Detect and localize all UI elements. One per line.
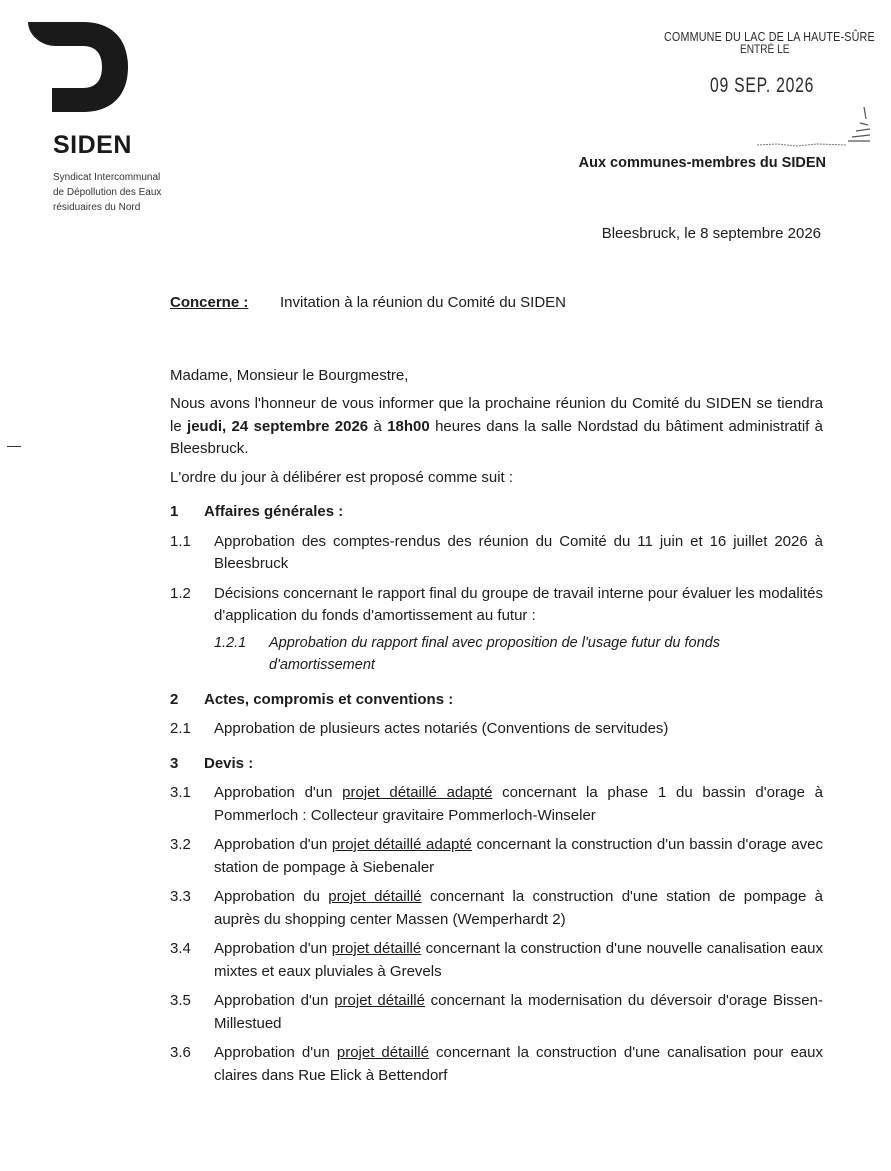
intro-text: à (368, 417, 388, 435)
item-text (214, 834, 823, 879)
section-title: Devis : (204, 754, 254, 772)
logo-subtitle-line: de Dépollution des Eaux (53, 187, 162, 198)
item-text-part: Approbation d'un (214, 940, 332, 957)
agenda-item (170, 938, 823, 983)
item-number: 3.6 (170, 1044, 191, 1061)
meeting-time: 18h00 (387, 417, 430, 435)
agenda-item (170, 1042, 823, 1087)
logo-subtitle-line: Syndicat Intercommunal (53, 172, 161, 183)
recipients: Aux communes-membres du SIDEN (578, 155, 826, 171)
agenda-item (170, 990, 823, 1035)
meeting-date: jeudi, 24 septembre 2026 (187, 417, 369, 435)
item-text-part: concernant la construction d'une nouvelle canalisation eaux mixtes et eaux pluviales à Grevels (214, 940, 824, 980)
margin-mark (7, 446, 21, 447)
agenda-section (170, 501, 823, 524)
item-number: 1.2 (170, 584, 191, 602)
stamp-signature-line (757, 142, 847, 148)
item-text-part: concernant la phase 1 du bassin d'orage à Pommerloch : Collecteur gravitaire Pommerloch-Winseler (214, 784, 823, 824)
item-text-part: Approbation d'un (214, 784, 343, 801)
item-text-part: concernant la modernisation du déversoir d'orage Bissen-Millestued (214, 992, 823, 1032)
stamp-date: 09 SEP. 2026 (710, 74, 815, 97)
agenda-item (170, 718, 823, 741)
section-title: Affaires générales : (204, 503, 344, 520)
agenda-intro: L'ordre du jour à délibérer est proposé comme suit : (170, 468, 514, 486)
item-text (214, 886, 823, 931)
item-text-part: concernant la construction d'une canalisation pour eaux claires dans Rue Elick à Bettendorf (214, 1044, 823, 1084)
subject-label: Concerne : (170, 294, 249, 311)
section-number: 1 (170, 503, 179, 520)
section-number: 2 (170, 690, 179, 708)
agenda-subitem (214, 632, 823, 677)
intro-paragraph (170, 393, 823, 461)
subject-text: Invitation à la réunion du Comité du SIDEN (280, 294, 566, 311)
item-text (214, 782, 823, 827)
agenda-item (170, 583, 823, 628)
place-date: Bleesbruck, le 8 septembre 2026 (601, 225, 821, 242)
item-text-underlined: projet détaillé (328, 888, 422, 905)
section-title: Actes, compromis et conventions : (204, 690, 454, 708)
logo-text: SIDEN (53, 131, 132, 159)
item-text-part: concernant la construction d'une station de pompage à auprès du shopping center Massen (Wemperhardt 2) (214, 888, 823, 928)
item-text (214, 938, 823, 983)
item-text-part: concernant la construction d'un bassin d'orage avec station de pompage à Siebenaler (214, 836, 823, 876)
letter-body (170, 292, 823, 1087)
item-number: 3.5 (170, 992, 191, 1009)
item-text-part: Approbation du (214, 888, 329, 905)
item-text-underlined: projet détaillé (334, 992, 425, 1009)
item-text-part: Approbation d'un (214, 1044, 337, 1061)
item-text-underlined: projet détaillé adapté (342, 784, 493, 801)
item-text-underlined: projet détaillé adapté (331, 836, 472, 853)
item-number: 3.4 (170, 940, 191, 957)
intro-text: Nous avons l'honneur de vous informer que la prochaine réunion du Comité du SIDEN se tiendra le (170, 395, 823, 435)
item-text-part: Approbation d'un (214, 836, 332, 853)
agenda-item (170, 886, 823, 931)
stamp-commune: COMMUNE DU LAC DE LA HAUTE-SÛRE (664, 30, 875, 44)
item-number: 3.1 (170, 784, 191, 801)
agenda-section (170, 689, 823, 712)
agenda-section (170, 753, 823, 776)
item-text-part: Approbation d'un (214, 992, 335, 1009)
stamp-entre-le: ENTRÉ LE (740, 44, 790, 56)
item-number: 3.3 (170, 888, 191, 905)
item-number: 1.1 (170, 532, 191, 550)
siden-logo-icon (28, 22, 130, 112)
salutation: Madame, Monsieur le Bourgmestre, (170, 366, 409, 384)
subitem-text: Approbation du rapport final avec proposition de l'usage futur du fonds d'amortissement (269, 634, 720, 673)
agenda-item (170, 834, 823, 879)
signature-scribble-icon (842, 105, 872, 145)
item-text: Approbation des comptes-rendus des réunion du Comité du 11 juin et 16 juillet 2026 à Bleesbruck (214, 532, 823, 572)
section-number: 3 (170, 754, 179, 772)
item-number: 3.2 (170, 836, 191, 853)
item-text: Décisions concernant le rapport final du groupe de travail interne pour évaluer les modalités d'application du fonds d'amortissement au futur : (214, 584, 823, 624)
subitem-number: 1.2.1 (214, 634, 247, 651)
agenda-item (170, 782, 823, 827)
item-text (214, 990, 823, 1035)
intro-text: heures dans la salle Nordstad du bâtiment administratif à Bleesbruck. (170, 417, 824, 457)
agenda-item (170, 531, 823, 576)
item-text: Approbation de plusieurs actes notariés (Conventions de servitudes) (214, 720, 669, 737)
item-text-underlined: projet détaillé (336, 1044, 429, 1061)
item-text-underlined: projet détaillé (331, 940, 422, 957)
logo-subtitle-line: résiduaires du Nord (53, 202, 141, 213)
subject-line (170, 292, 823, 315)
item-number: 2.1 (170, 720, 191, 737)
item-text (214, 1042, 823, 1087)
logo-subtitle (53, 170, 213, 215)
